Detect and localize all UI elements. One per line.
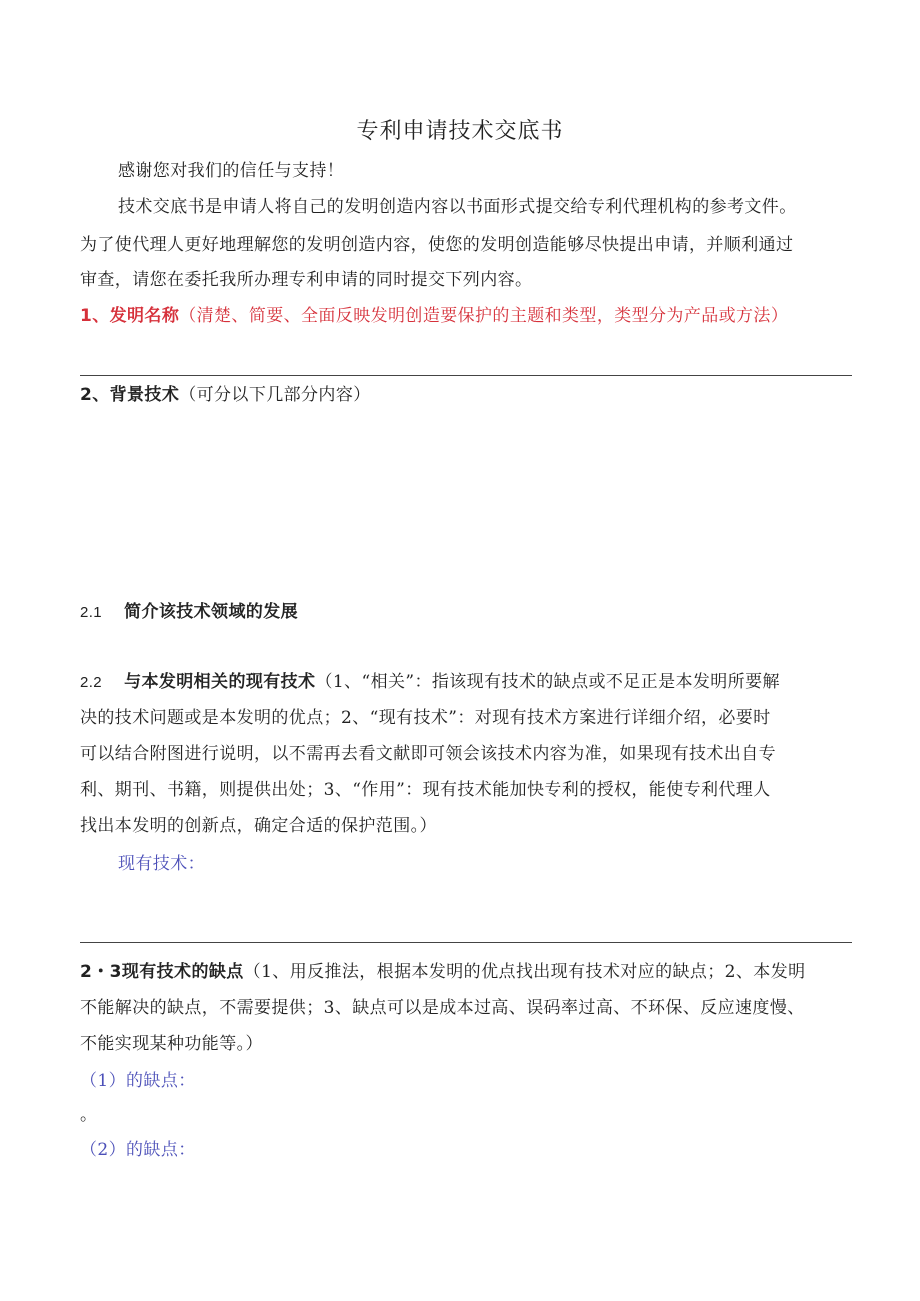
section-2-2-label: 与本发明相关的现有技术 (124, 672, 316, 692)
section-1-heading (80, 301, 788, 326)
section-2-2-line-3: 可以结合附图进行说明，以不需再去看文献即可领会该技术内容为准，如果现有技术出自专 (80, 744, 776, 764)
existing-tech-field-label: 现有技术： (118, 854, 205, 874)
section-2-note: （可分以下几部分内容） (179, 385, 371, 405)
section-2-2-line-5: 找出本发明的创新点，确定合适的保护范围。） (80, 816, 437, 836)
section-2-2-line-2: 决的技术问题或是本发明的优点；2、“现有技术”：对现有技术方案进行详细介绍，必要时 (80, 708, 771, 728)
intro-line-3: 审查，请您在委托我所办理专利申请的同时提交下列内容。 (80, 270, 533, 290)
section-2-2-line-1: （1、“相关”：指该现有技术的缺点或不足正是本发明所要解 (315, 672, 780, 692)
section-2-3-line-2: 不能解决的缺点，不需要提供；3、缺点可以是成本过高、误码率过高、不环保、反应速度慢、 (80, 998, 805, 1018)
section-2-label: 2、背景技术 (80, 385, 180, 405)
section-2-3-heading (80, 957, 806, 982)
section-2-1-label: 简介该技术领域的发展 (124, 602, 299, 622)
section-2-2-line-4: 利、期刊、书籍，则提供出处；3、“作用”：现有技术能加快专利的授权，能使专利代理人 (80, 780, 771, 800)
shortcoming-item-2: （2）的缺点： (80, 1140, 196, 1160)
section-2-1-heading (80, 597, 298, 622)
section-2-3-label: 2・3现有技术的缺点 (80, 962, 244, 982)
section-1-label: 1、发明名称 (80, 306, 180, 326)
intro-line-1: 技术交底书是申请人将自己的发明创造内容以书面形式提交给专利代理机构的参考文件。 (118, 197, 797, 217)
section-1-answer-line (80, 375, 852, 376)
section-2-2-heading (80, 667, 780, 692)
section-2-heading (80, 380, 371, 405)
shortcoming-item-1: （1）的缺点： (80, 1071, 196, 1091)
page-title: 专利申请技术交底书 (356, 119, 564, 144)
shortcoming-item-1-end: 。 (80, 1105, 98, 1125)
intro-line-2: 为了使代理人更好地理解您的发明创造内容，使您的发明创造能够尽快提出申请，并顺利通过 (80, 235, 794, 255)
section-2-3-line-1: （1、用反推法，根据本发明的优点找出现有技术对应的缺点；2、本发明 (243, 962, 806, 982)
section-2-2-number: 2.2 (80, 674, 103, 691)
intro-thanks: 感谢您对我们的信任与支持！ (118, 161, 345, 181)
section-1-note: （清楚、简要、全面反映发明创造要保护的主题和类型，类型分为产品或方法） (179, 306, 789, 326)
section-2-1-number: 2.1 (80, 604, 103, 621)
section-2-3-line-3: 不能实现某种功能等。） (80, 1034, 263, 1054)
existing-tech-answer-line (80, 942, 852, 943)
